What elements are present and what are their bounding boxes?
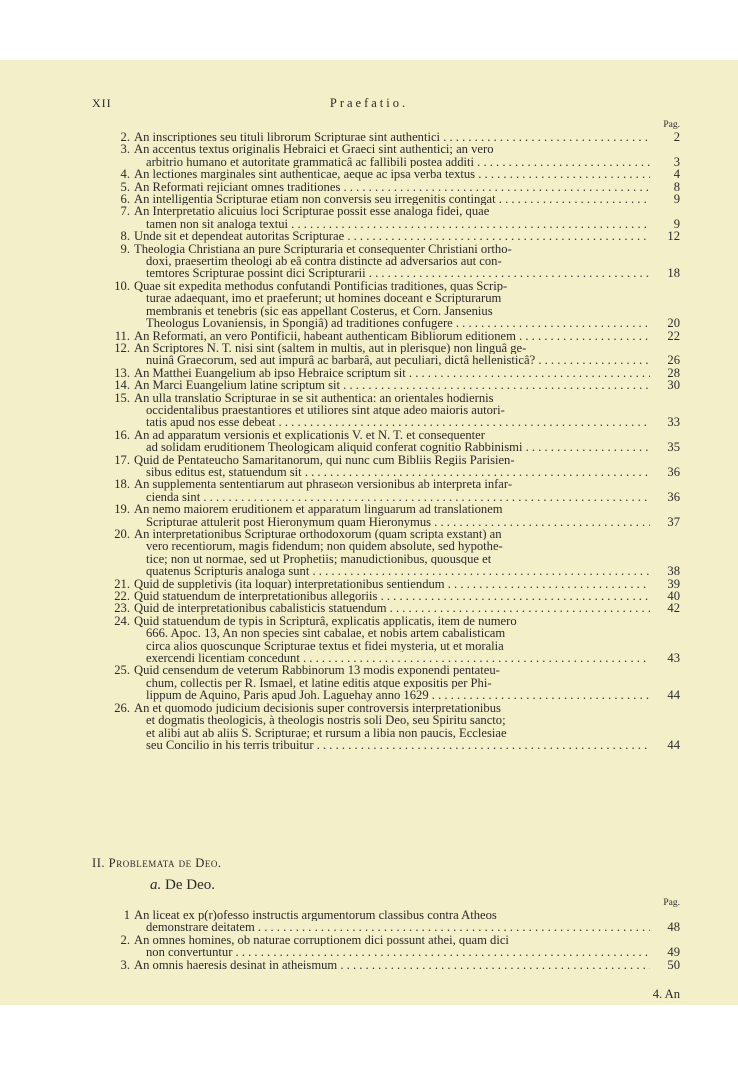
entry-text-line: vero recentiorum, magis fidendum; non quidem absolute, sed hypothe- xyxy=(146,540,503,553)
contents-entry xyxy=(108,615,680,665)
entry-number: 5. xyxy=(120,179,130,194)
entry-text-line: demonstrare deitatem . . . xyxy=(134,921,650,933)
entry-number: 25. xyxy=(114,663,130,678)
entry-text-line: An interpretationibus Scripturae orthodoxorum (quam scripta exstant) an xyxy=(134,528,502,541)
running-head xyxy=(92,96,646,114)
entry-number: 17. xyxy=(114,452,130,467)
entry-text-line: An intelligentia Scripturae etiam non conversis seu irregenitis contingat . . . . xyxy=(134,193,650,205)
entry-number: 14. xyxy=(114,378,130,393)
entry-number: 22. xyxy=(114,589,130,604)
entry-page: 35 xyxy=(667,440,680,455)
entry-text-line: nuinâ Graecorum, sed aut impurâ ac barbarâ, aut peculiari, dictâ hellenisticâ? . . . xyxy=(134,354,650,366)
entry-text-line: temtores Scripturae possint dici Scripturarii . . . xyxy=(134,267,650,279)
entry-text-line: Theologus Lovaniensis, in Spongiâ) ad traditiones confugere . . . xyxy=(134,317,650,329)
contents-list xyxy=(108,120,680,751)
entry-text-line: circa alios quoscunque Scripturae textus et fidei mysteria, ut et moralia xyxy=(146,639,504,653)
entry-number: 9. xyxy=(120,241,130,256)
entry-page: 44 xyxy=(667,737,680,752)
entry-page: 36 xyxy=(667,464,680,479)
entry-page: 49 xyxy=(667,945,680,960)
entry-text-line: Quid statuendum de interpretationibus allegoriis . . . xyxy=(134,590,650,602)
entry-text-line: et alibi aut ab aliis S. Scripturae; et rursum a libia non paucis, Ecclesiae xyxy=(146,726,507,739)
entry-text-line: turae adaequant, imo et praeferunt; ut homines doceant e Scripturarum xyxy=(146,292,502,305)
subsection-title: De Deo. xyxy=(165,877,215,893)
entry-page: 9 xyxy=(673,216,680,231)
entry-text-line: occidentalibus praestantiores et utiliores sint atque adeo maioris autori- xyxy=(146,403,505,417)
entry-page: 9 xyxy=(673,192,680,207)
entry-page: 30 xyxy=(667,378,680,393)
entry-text-line: chum, collectis per R. Ismael, et latine editis atque expositis per Phi- xyxy=(146,676,492,690)
entry-number: 13. xyxy=(114,365,130,380)
entry-page: 26 xyxy=(667,353,680,368)
contents-entry xyxy=(108,503,680,528)
entry-text-line: Quid de suppletivis (ita loquar) interpretationibus sentiendum . . . xyxy=(134,578,650,590)
contents-entry xyxy=(108,143,680,168)
entry-page: 43 xyxy=(667,651,680,666)
contents-entry xyxy=(108,578,680,590)
entry-number: 1 xyxy=(123,908,130,922)
entry-page: 3 xyxy=(673,154,680,169)
contents-entry xyxy=(108,193,680,205)
entry-text-line: An Reformati, an vero Pontificii, habeant authenticam Bibliorum editionem . . . xyxy=(134,330,650,342)
contents-entry xyxy=(108,528,680,578)
entry-text-line: lippum de Aquino, Paris apud Joh. Laguehay anno 1629 . . . xyxy=(134,689,650,701)
subsection-heading xyxy=(150,877,215,894)
entry-number: 24. xyxy=(114,613,130,628)
contents-entry xyxy=(108,959,680,971)
entry-text-line: An omnis haeresis desinat in atheismum . . . xyxy=(134,959,650,971)
entry-text-line: 666. Apoc. 13, An non species sint cabalae, et nobis artem cabalisticam xyxy=(146,627,506,640)
entry-text-line: Quid de interpretationibus cabalisticis statuendum . . . xyxy=(134,602,650,614)
entry-text-line: quatenus Scripturis analoga sunt . . . xyxy=(134,565,650,577)
contents-entry xyxy=(108,342,680,367)
entry-page: 28 xyxy=(667,365,680,380)
entry-page: 48 xyxy=(667,920,680,935)
entry-page: 4 xyxy=(673,167,680,182)
entry-number: 3. xyxy=(120,957,130,972)
entry-text-line: An Marci Euangelium latine scriptum sit . . . xyxy=(134,379,650,391)
contents-entry xyxy=(108,454,680,479)
entry-number: 3. xyxy=(120,142,130,157)
entry-number: 20. xyxy=(114,527,130,541)
entry-page: 2 xyxy=(673,130,680,144)
entry-page: 39 xyxy=(667,576,680,591)
entry-text-line: An liceat ex p(r)ofesso instructis argumentorum classibus contra Atheos xyxy=(134,909,497,922)
entry-text-line: seu Concilio in his terris tribuitur . . . xyxy=(134,739,650,751)
contents-entry xyxy=(108,702,680,752)
page-number: XII xyxy=(92,96,112,110)
entry-number: 26. xyxy=(114,700,130,715)
entry-text-line: An Reformati rejiciant omnes traditiones . . . xyxy=(134,181,650,193)
entry-page: 44 xyxy=(667,688,680,703)
entry-text-line: membranis et tenebris (sic eas appellant Costerus, et Corn. Jansenius xyxy=(146,304,493,318)
entry-page: 18 xyxy=(667,266,680,281)
entry-number: 18. xyxy=(114,477,130,492)
entry-page: 50 xyxy=(667,957,680,972)
entry-number: 21. xyxy=(114,576,130,591)
entry-text-line: An et quomodo judicium decisionis super controversis interpretationibus xyxy=(134,701,501,715)
contents-entry xyxy=(108,429,680,454)
contents-entry xyxy=(108,243,680,280)
entry-number: 19. xyxy=(114,502,130,517)
contents-entry xyxy=(108,379,680,391)
contents-entry xyxy=(108,330,680,342)
entry-page: 22 xyxy=(667,328,680,343)
contents-entry xyxy=(108,934,680,959)
entry-text-line: Theologia Christiana an pure Scripturaria et consequenter Christiani ortho- xyxy=(134,242,512,256)
contents-entry xyxy=(108,181,680,193)
entry-page: 8 xyxy=(673,179,680,194)
entry-text-line: An lectiones marginales sint authenticae, aeque ac ipsa verba textus . . . xyxy=(134,168,650,180)
entry-text-line: arbitrio humano et autoritate grammaticâ ac fallibili postea additi . . . xyxy=(134,156,650,168)
entry-page: 38 xyxy=(667,564,680,579)
contents-entry xyxy=(108,478,680,503)
entry-text-line: sibus editus est, statuendum sit . . . xyxy=(134,466,650,478)
pag-label-2: Pag. xyxy=(663,898,680,908)
contents-entry xyxy=(108,168,680,180)
entry-text-line: tatis apud nos esse debeat . . . xyxy=(134,416,650,428)
entry-number: 8. xyxy=(120,229,130,244)
entry-text-line: Quae sit expedita methodus confutandi Pontificias traditiones, quas Scrip- xyxy=(134,279,508,293)
entry-text-line: An ad apparatum versionis et explicationis V. et N. T. et consequenter xyxy=(134,428,485,442)
entry-number: 4. xyxy=(120,167,130,182)
contents-entry xyxy=(108,131,680,143)
contents-entry xyxy=(108,205,680,230)
contents-list-de-deo xyxy=(108,898,680,971)
contents-entry xyxy=(108,909,680,934)
entry-text-line: An inscriptiones seu tituli librorum Scripturae sint authentici . . . xyxy=(134,131,650,143)
entry-page: 40 xyxy=(667,589,680,604)
entry-number: 11. xyxy=(114,328,130,343)
entry-text-line: exercendi licentiam concedunt . . . xyxy=(134,652,650,664)
entry-number: 16. xyxy=(114,427,130,442)
contents-entry xyxy=(108,664,680,701)
entry-text-line: non convertuntur . . . xyxy=(134,946,650,958)
entry-text-line: Quid de Pentateucho Samaritanorum, qui nunc cum Bibliis Regiis Parisien- xyxy=(134,453,515,466)
entry-text-line: An omnes homines, ob naturae corruptionem dici possunt athei, quam dici xyxy=(134,933,509,947)
entry-number: 7. xyxy=(120,204,130,219)
contents-entry xyxy=(108,367,680,379)
entry-number: 15. xyxy=(114,390,130,405)
section-heading: II. Problemata de Deo. xyxy=(92,856,222,870)
entry-number: 2. xyxy=(120,130,130,144)
catchword: 4. An xyxy=(652,987,680,1001)
entry-page: 12 xyxy=(667,229,680,244)
entry-text-line: Scripturae attulerit post Hieronymum quam Hieronymus . . . xyxy=(134,516,650,528)
entry-page: 36 xyxy=(667,489,680,504)
entry-number: 6. xyxy=(120,192,130,207)
entry-number: 2. xyxy=(120,932,130,947)
contents-entry xyxy=(108,230,680,242)
entry-text-line: An Scriptores N. T. nisi sint (saltem in multis, aut in plerisque) non linguâ ge- xyxy=(134,341,527,355)
entry-number: 23. xyxy=(114,601,130,616)
contents-entry xyxy=(108,590,680,602)
entry-text-line: An Matthei Euangelium ab ipso Hebraice scriptum sit . . . xyxy=(134,367,650,379)
entry-page: 37 xyxy=(667,514,680,529)
entry-page: 42 xyxy=(667,601,680,616)
entry-text-line: tamen non sit analoga textui . . . xyxy=(134,218,650,230)
entry-text-line: An supplementa sententiarum aut phraseωn versionibus ab interpreta infar- xyxy=(134,478,513,491)
entry-text-line: tice; non ut normae, sed ut Prophetiis; manudictionibus, quousque et xyxy=(146,552,492,566)
pag-label: Pag. xyxy=(663,120,680,130)
entry-text-line: ad solidam eruditionem Theologicam aliquid conferat cognitio Rabbinismi . . . xyxy=(134,441,650,453)
contents-entry xyxy=(108,392,680,429)
entry-text-line: Quid statuendum de typis in Scripturâ, explicatis applicatis, item de numero xyxy=(134,614,517,628)
entry-text-line: doxi, praesertim theologi ab eâ contra distincte ad adversarios aut con- xyxy=(146,255,502,268)
entry-number: 10. xyxy=(114,278,130,293)
running-title: Praefatio. xyxy=(329,96,409,110)
entry-page: 20 xyxy=(667,316,680,331)
entry-text-line: et dogmatis theologicis, à theologis nostris soli Deo, seu Spiritu sancto; xyxy=(146,714,506,727)
entry-text-line: An ulla translatio Scripturae in se sit authentica: an orientales hodiernis xyxy=(134,391,494,404)
contents-entry xyxy=(108,280,680,330)
contents-entry xyxy=(108,602,680,614)
entry-text-line: cienda sint . . . xyxy=(134,491,650,503)
entry-text-line: Unde sit et dependeat autoritas Scripturae . . . xyxy=(134,230,650,242)
entry-page: 33 xyxy=(667,415,680,430)
entry-text-line: An Interpretatio alicuius loci Scripturae possit esse analoga fidei, quae xyxy=(134,205,490,218)
entry-text-line: An nemo maiorem eruditionem et apparatum linguarum ad translationem xyxy=(134,503,503,516)
subsection-letter: a. xyxy=(150,877,162,893)
entry-text-line: An accentus textus originalis Hebraici et Graeci sint authentici; an vero xyxy=(134,143,494,156)
entry-number: 12. xyxy=(114,340,130,355)
entry-text-line: Quid censendum de veterum Rabbinorum 13 modis exponendi pentateu- xyxy=(134,664,500,677)
